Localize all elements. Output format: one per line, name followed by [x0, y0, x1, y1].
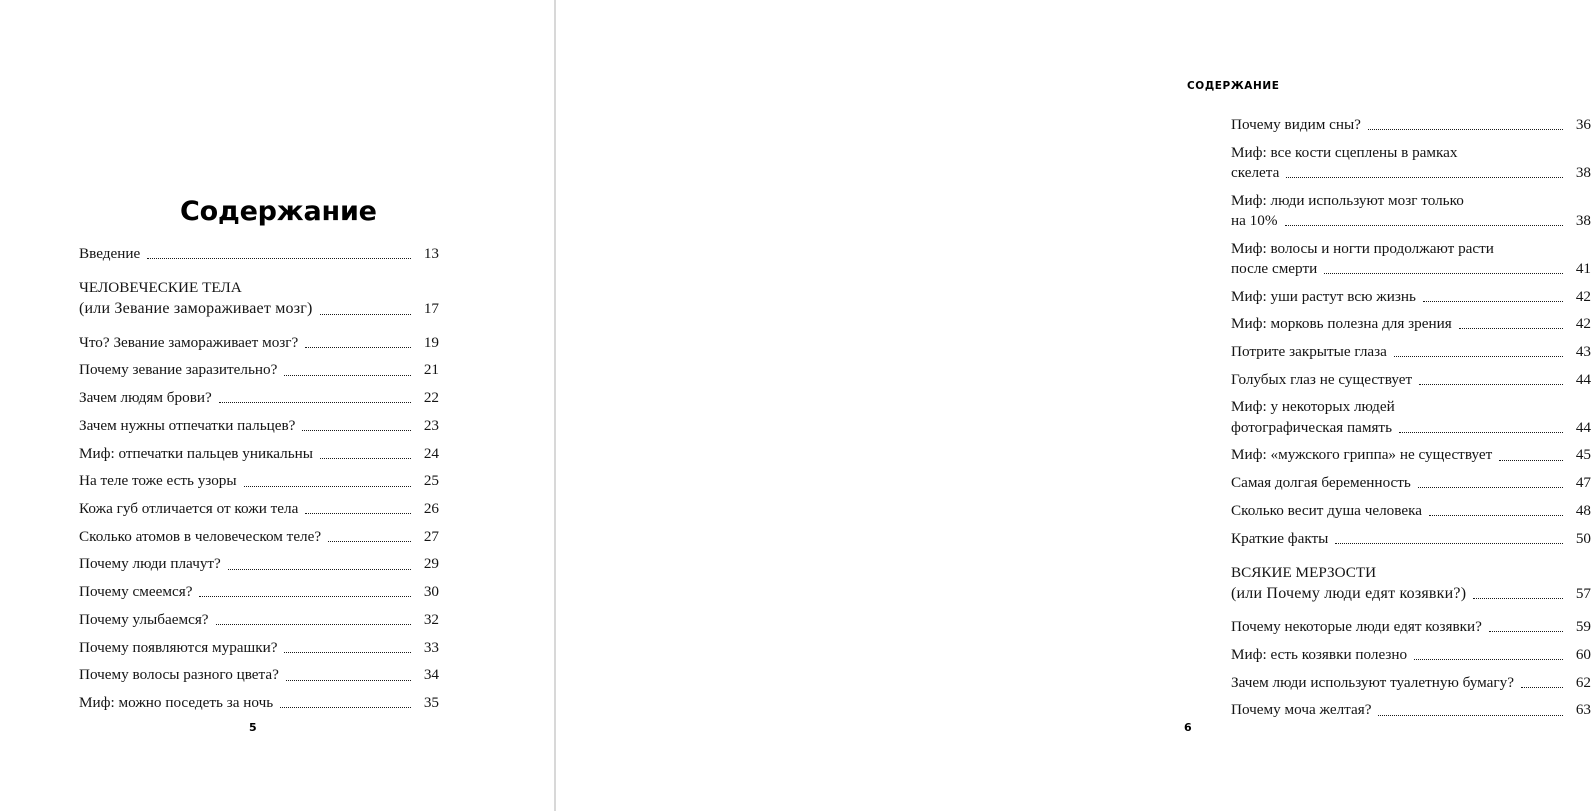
toc-entry[interactable]: [1231, 239, 1591, 279]
toc-entry[interactable]: [79, 416, 439, 436]
toc-entry[interactable]: [1231, 445, 1591, 465]
toc-entry[interactable]: [1231, 501, 1591, 521]
toc-leader-dots: [147, 257, 411, 259]
toc-leader-dots: [1368, 128, 1563, 130]
toc-leader-dots: [284, 374, 411, 376]
toc-entry[interactable]: [1231, 645, 1591, 665]
toc-leader-dots: [219, 401, 411, 403]
page-right: [556, 0, 1591, 811]
toc-entry-text: Зачем людям брови?: [79, 389, 212, 407]
toc-leader-dots: [286, 679, 411, 681]
toc-entry-text-cont: после смерти: [1231, 259, 1318, 277]
toc-entry-text: Миф: волосы и ногти продолжают расти: [1231, 239, 1494, 257]
toc-entry-text: Краткие факты: [1231, 529, 1329, 547]
toc-entry-text: Почему волосы разного цвета?: [79, 666, 279, 684]
toc-entry-text: Самая долгая беременность: [1231, 474, 1411, 492]
toc-leader-dots: [280, 706, 411, 708]
toc-page-number: 50: [1575, 529, 1591, 547]
toc-page-number: 30: [423, 583, 439, 601]
toc-leader-dots: [1378, 714, 1563, 716]
toc-entry-text: Миф: у некоторых людей: [1231, 398, 1395, 416]
toc-entry[interactable]: [79, 388, 439, 408]
toc-page-number: 44: [1575, 418, 1591, 436]
toc-list-right: [1231, 115, 1591, 728]
toc-page-number: 63: [1575, 701, 1591, 719]
toc-entry[interactable]: [1231, 342, 1591, 362]
running-head: СОДЕРЖАНИЕ: [1187, 80, 1280, 92]
toc-entry[interactable]: [79, 244, 439, 264]
folio-right: 6: [1184, 721, 1192, 734]
toc-section-entry[interactable]: [79, 278, 439, 319]
toc-page-number: 36: [1575, 116, 1591, 133]
toc-leader-dots: [305, 512, 411, 514]
toc-entry-text: Почему зевание заразительно?: [79, 361, 278, 379]
toc-page-number: 26: [423, 500, 439, 518]
toc-entry-text: Зачем нужны отпечатки пальцев?: [79, 416, 296, 434]
toc-leader-dots: [1489, 630, 1563, 632]
toc-entry[interactable]: [1231, 191, 1591, 231]
toc-page-number: 42: [1575, 287, 1591, 305]
toc-leader-dots: [1459, 327, 1563, 329]
toc-leader-dots: [1324, 272, 1563, 274]
toc-page-number: 47: [1575, 474, 1591, 492]
toc-entry[interactable]: [1231, 700, 1591, 720]
toc-list-left: [79, 244, 439, 721]
toc-page-number: 34: [423, 666, 439, 684]
toc-leader-dots: [1414, 658, 1563, 660]
toc-section-entry[interactable]: [1231, 563, 1591, 604]
toc-entry[interactable]: [79, 444, 439, 464]
toc-entry[interactable]: [79, 471, 439, 491]
toc-page-number: 62: [1575, 673, 1591, 691]
toc-entry[interactable]: [79, 610, 439, 630]
toc-entry-text: Миф: все кости сцеплены в рамках: [1231, 143, 1458, 161]
toc-entry[interactable]: [1231, 115, 1591, 135]
toc-page-number: 25: [423, 472, 439, 490]
toc-leader-dots: [1286, 176, 1563, 178]
page-title: Содержание: [180, 196, 377, 227]
toc-page-number: 17: [423, 300, 439, 318]
toc-entry-text-cont: (или Зевание замораживает мозг): [79, 300, 313, 318]
toc-page-number: 43: [1575, 342, 1591, 360]
toc-page-number: 60: [1575, 645, 1591, 663]
toc-entry[interactable]: [1231, 143, 1591, 183]
toc-entry[interactable]: [1231, 673, 1591, 693]
toc-entry-text: ЧЕЛОВЕЧЕСКИЕ ТЕЛА: [79, 279, 242, 297]
toc-leader-dots: [302, 429, 411, 431]
toc-leader-dots: [284, 651, 411, 653]
toc-page-number: 22: [423, 389, 439, 407]
toc-page-number: 23: [423, 416, 439, 434]
toc-leader-dots: [199, 595, 411, 597]
toc-entry[interactable]: [1231, 473, 1591, 493]
toc-leader-dots: [228, 568, 411, 570]
toc-leader-dots: [1473, 597, 1563, 599]
toc-entry[interactable]: [79, 333, 439, 353]
toc-entry-text: Зачем люди используют туалетную бумагу?: [1231, 673, 1514, 691]
toc-page-number: 35: [423, 694, 439, 712]
toc-entry-text: ВСЯКИЕ МЕРЗОСТИ: [1231, 563, 1377, 581]
toc-entry-text: Сколько весит душа человека: [1231, 501, 1422, 519]
toc-entry[interactable]: [79, 665, 439, 685]
toc-leader-dots: [1521, 686, 1563, 688]
toc-entry-text: Почему люди плачут?: [79, 555, 221, 573]
toc-entry-text: Миф: можно поседеть за ночь: [79, 694, 274, 712]
toc-leader-dots: [244, 485, 411, 487]
toc-entry[interactable]: [79, 360, 439, 380]
toc-entry-text: Миф: есть козявки полезно: [1231, 645, 1408, 663]
toc-page-number: 19: [423, 333, 439, 351]
toc-leader-dots: [328, 540, 411, 542]
toc-page-number: 29: [423, 555, 439, 573]
toc-leader-dots: [305, 346, 411, 348]
toc-page-number: 45: [1575, 446, 1591, 464]
toc-page-number: 44: [1575, 370, 1591, 388]
toc-entry[interactable]: [79, 527, 439, 547]
toc-entry-text-cont: на 10%: [1231, 211, 1278, 229]
toc-entry-text: Кожа губ отличается от кожи тела: [79, 500, 299, 518]
toc-leader-dots: [216, 623, 411, 625]
toc-leader-dots: [1419, 383, 1563, 385]
toc-leader-dots: [1335, 542, 1563, 544]
toc-page-number: 41: [1575, 259, 1591, 277]
toc-entry-text: Миф: морковь полезна для зрения: [1231, 315, 1452, 333]
toc-entry[interactable]: [79, 693, 439, 713]
toc-entry-text: Миф: «мужского гриппа» не существует: [1231, 446, 1493, 464]
toc-leader-dots: [1499, 459, 1563, 461]
toc-page-number: 38: [1575, 211, 1591, 229]
toc-entry-text: Почему появляются мурашки?: [79, 638, 278, 656]
toc-entry[interactable]: [1231, 370, 1591, 390]
toc-leader-dots: [1418, 486, 1563, 488]
toc-entry[interactable]: [1231, 287, 1591, 307]
toc-leader-dots: [1399, 431, 1563, 433]
toc-page-number: 13: [423, 245, 439, 262]
toc-page-number: 27: [423, 527, 439, 545]
toc-entry-text: Почему некоторые люди едят козявки?: [1231, 618, 1482, 636]
toc-leader-dots: [1394, 355, 1563, 357]
toc-page-number: 32: [423, 610, 439, 628]
toc-entry[interactable]: [79, 638, 439, 658]
toc-entry-text: Что? Зевание замораживает мозг?: [79, 333, 299, 351]
folio-left: 5: [249, 721, 257, 734]
toc-entry-text: Миф: отпечатки пальцев уникальны: [79, 444, 313, 462]
toc-leader-dots: [1423, 300, 1563, 302]
toc-entry[interactable]: [79, 582, 439, 602]
toc-entry-text: Почему видим сны?: [1231, 116, 1361, 133]
toc-entry-text: Введение: [79, 245, 141, 262]
toc-page-number: 48: [1575, 501, 1591, 519]
toc-leader-dots: [320, 457, 411, 459]
toc-page-number: 38: [1575, 163, 1591, 181]
toc-entry-text: Потрите закрытые глаза: [1231, 342, 1387, 360]
toc-entry-text: Миф: уши растут всю жизнь: [1231, 287, 1416, 305]
toc-entry[interactable]: [79, 499, 439, 519]
toc-entry-text: Почему улыбаемся?: [79, 610, 209, 628]
toc-leader-dots: [1429, 514, 1563, 516]
toc-entry[interactable]: [1231, 397, 1591, 437]
toc-leader-dots: [1285, 224, 1563, 226]
toc-page-number: 59: [1575, 618, 1591, 636]
toc-entry-text: Почему смеемся?: [79, 583, 193, 601]
toc-page-number: 57: [1575, 584, 1591, 602]
toc-page-number: 24: [423, 444, 439, 462]
toc-entry[interactable]: [1231, 314, 1591, 334]
toc-entry-text: Миф: люди используют мозг только: [1231, 191, 1464, 209]
toc-entry[interactable]: [79, 554, 439, 574]
toc-entry-text-cont: фотографическая память: [1231, 418, 1392, 436]
toc-page-number: 21: [423, 361, 439, 379]
toc-entry-text: Почему моча желтая?: [1231, 701, 1372, 719]
toc-page-number: 42: [1575, 315, 1591, 333]
toc-leader-dots: [320, 313, 411, 315]
toc-entry-text-cont: (или Почему люди едят козявки?): [1231, 584, 1467, 602]
page-left: [0, 0, 554, 811]
toc-entry-text: Голубых глаз не существует: [1231, 370, 1413, 388]
toc-entry-text-cont: скелета: [1231, 163, 1280, 181]
toc-entry-text: На теле тоже есть узоры: [79, 472, 237, 490]
toc-page-number: 33: [423, 638, 439, 656]
toc-entry-text: Сколько атомов в человеческом теле?: [79, 527, 322, 545]
toc-entry[interactable]: [1231, 529, 1591, 549]
toc-entry[interactable]: [1231, 617, 1591, 637]
